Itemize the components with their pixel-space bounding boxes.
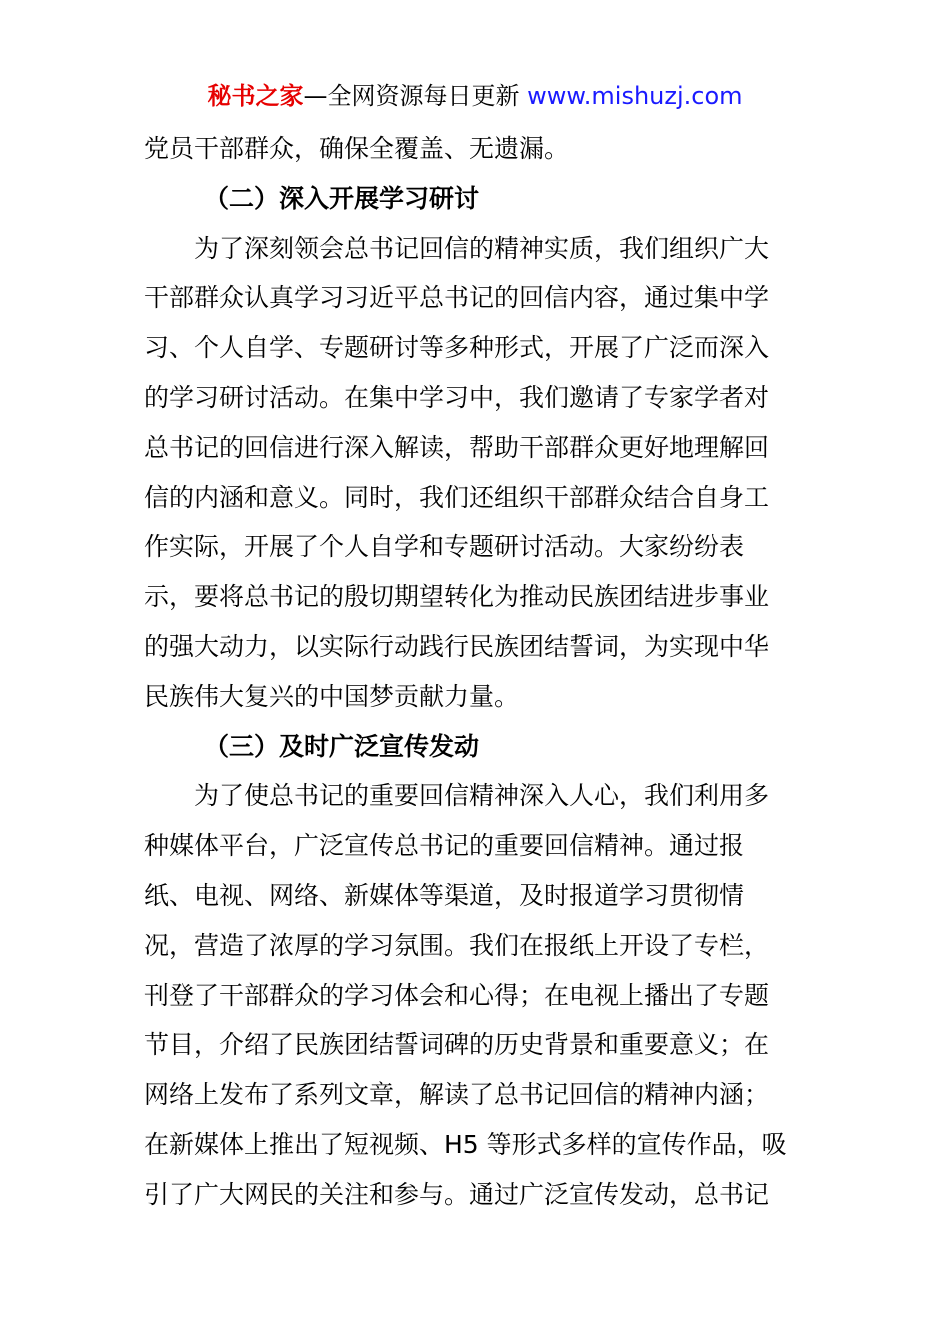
paragraph-line: 干部群众认真学习习近平总书记的回信内容，通过集中学 (144, 283, 770, 313)
paragraph-line: 的强大动力，以实际行动践行民族团结誓词，为实现中华 (144, 631, 770, 661)
paragraph-line: 示，要将总书记的殷切期望转化为推动民族团结进步事业 (144, 582, 770, 612)
paragraph-line: 为了深刻领会总书记回信的精神实质，我们组织广大 (144, 233, 770, 263)
document-body (144, 124, 810, 1220)
site-header (0, 80, 950, 112)
paragraph-line: 引了广大网民的关注和参与。通过广泛宣传发动，总书记 (144, 1179, 770, 1209)
paragraph-line: 刊登了干部群众的学习体会和心得；在电视上播出了专题 (144, 980, 770, 1010)
paragraph-line: 种媒体平台，广泛宣传总书记的重要回信精神。通过报 (144, 831, 745, 861)
paragraph-line: 民族伟大复兴的中国梦贡献力量。 (144, 681, 520, 711)
paragraph-line: 网络上发布了系列文章，解读了总书记回信的精神内涵； (144, 1080, 770, 1110)
paragraph-line: 为了使总书记的重要回信精神深入人心，我们利用多 (144, 781, 770, 811)
paragraph-line: 信的内涵和意义。同时，我们还组织干部群众结合自身工 (144, 482, 770, 512)
paragraph-line: 况，营造了浓厚的学习氛围。我们在报纸上开设了专栏， (144, 930, 770, 960)
paragraph-line: 的学习研讨活动。在集中学习中，我们邀请了专家学者对 (144, 382, 770, 412)
site-url-link[interactable]: www.mishuzj.com (527, 82, 743, 110)
paragraph-line: 党员干部群众，确保全覆盖、无遗漏。 (144, 134, 570, 163)
paragraph-line: 习、个人自学、专题研讨等多种形式，开展了广泛而深入 (144, 333, 770, 363)
paragraph-line: 总书记的回信进行深入解读，帮助干部群众更好地理解回 (144, 432, 770, 462)
paragraph-line: 纸、电视、网络、新媒体等渠道，及时报道学习贯彻情 (144, 880, 745, 910)
paragraph-line: 作实际，开展了个人自学和专题研讨活动。大家纷纷表 (144, 532, 745, 562)
paragraph-line: 在新媒体上推出了短视频、H5 等形式多样的宣传作品，吸 (144, 1129, 787, 1159)
paragraph-line: 节目，介绍了民族团结誓词碑的历史背景和重要意义；在 (144, 1030, 770, 1060)
brand-name: 秘书之家 (207, 82, 304, 110)
section-heading: （三）及时广泛宣传发动 (204, 731, 480, 761)
section-heading: （二）深入开展学习研讨 (204, 183, 480, 213)
header-tagline: —全网资源每日更新 (303, 82, 528, 110)
